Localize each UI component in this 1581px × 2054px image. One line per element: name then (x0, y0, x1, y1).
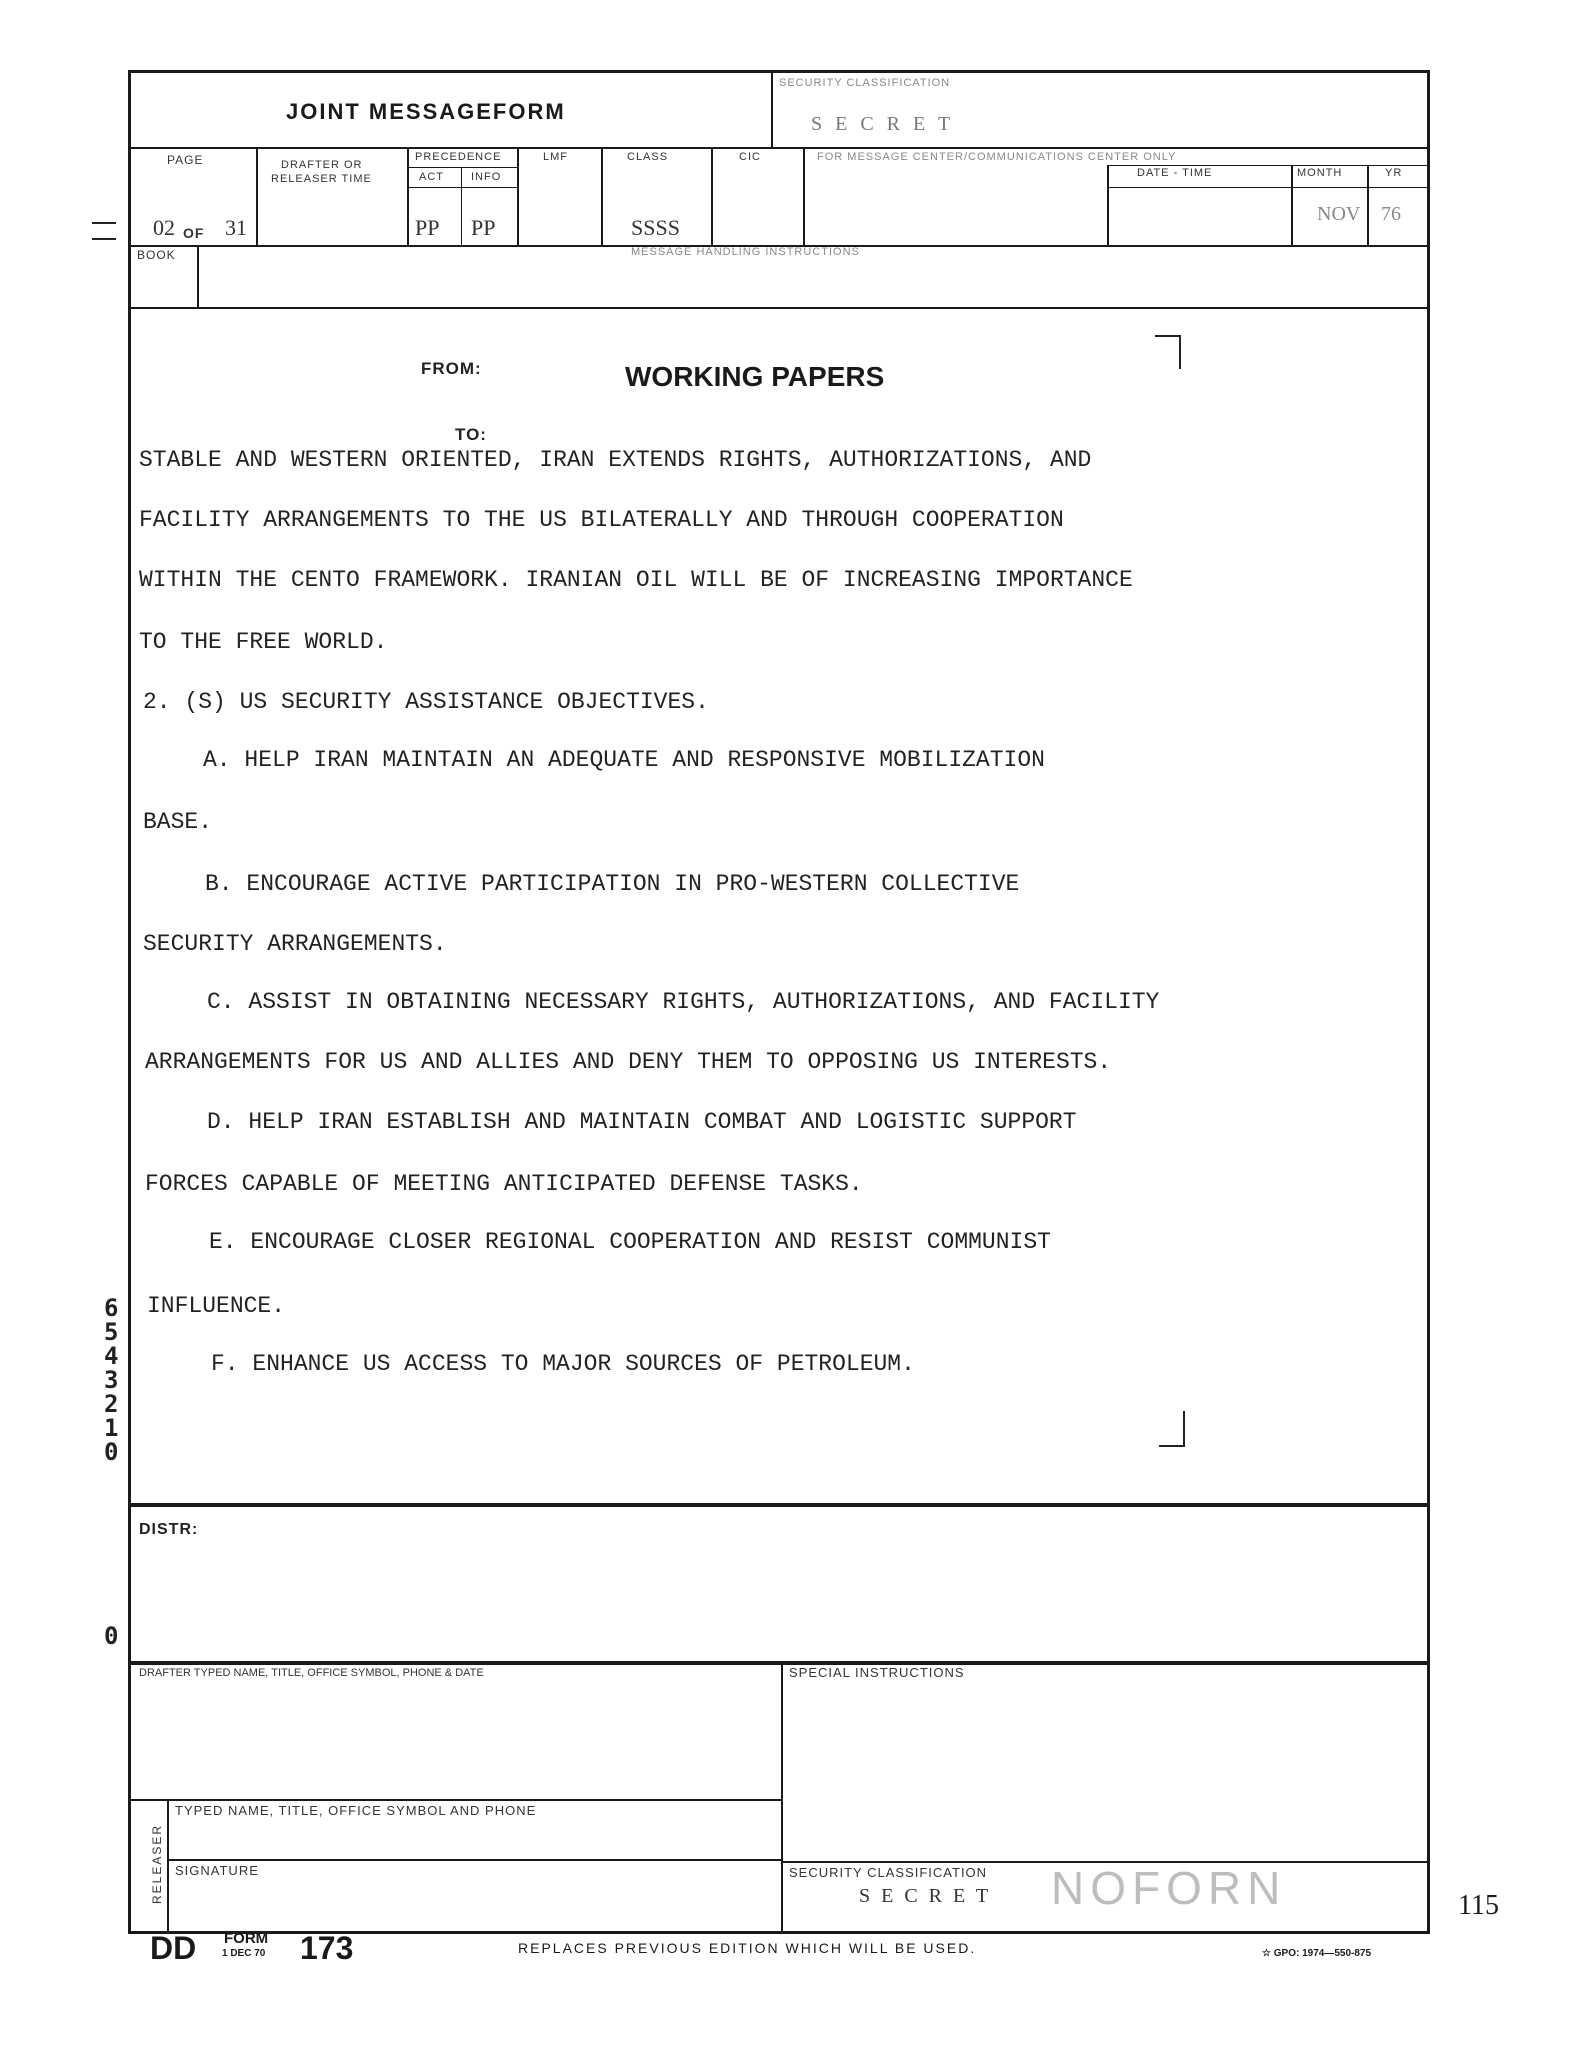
page-total: 31 (225, 215, 247, 240)
col-div-6 (803, 147, 805, 247)
margin-number: 5 (104, 1318, 119, 1346)
col-div-7 (1107, 165, 1109, 247)
message-line: INFLUENCE. (147, 1293, 286, 1319)
margin-tick-bottom (92, 238, 116, 240)
col-div-act (461, 167, 462, 247)
margin-number: 6 (104, 1294, 119, 1322)
releaser-label: RELEASER (150, 1823, 165, 1905)
distr-rule (131, 1503, 1427, 1507)
col-div-1 (256, 147, 258, 247)
col-div-2 (407, 147, 409, 247)
drafter-typed-label: DRAFTER TYPED NAME, TITLE, OFFICE SYMBOL, PHONE & DATE (139, 1667, 484, 1679)
gpo-text: ☆ GPO: 1974—550-875 (1262, 1948, 1372, 1959)
col-div-3 (517, 147, 519, 247)
header-rule (131, 147, 1427, 149)
signature-label: SIGNATURE (175, 1863, 259, 1878)
class-label: CLASS (627, 151, 669, 163)
date-time-label: DATE - TIME (1137, 167, 1213, 179)
message-line: C. ASSIST IN OBTAINING NECESSARY RIGHTS, AUTHORIZATIONS, AND FACILITY (207, 989, 1160, 1015)
precedence-label: PRECEDENCE (415, 151, 502, 163)
margin-number: 3 (104, 1366, 119, 1394)
form-title: JOINT MESSAGEFORM (286, 99, 566, 124)
message-line: FORCES CAPABLE OF MEETING ANTICIPATED DEFENSE TASKS. (145, 1171, 863, 1197)
message-line: 2. (S) US SECURITY ASSISTANCE OBJECTIVES. (143, 689, 709, 715)
special-instructions-label: SPECIAL INSTRUCTIONS (789, 1665, 965, 1680)
margin-tick-top (92, 222, 116, 224)
handling-label: MESSAGE HANDLING INSTRUCTIONS (631, 246, 860, 258)
corner-mark-bottom (1159, 1411, 1185, 1447)
col-div-8 (1291, 165, 1293, 247)
form-number: 173 (300, 1930, 354, 1966)
from-value: WORKING PAPERS (625, 361, 885, 392)
drafter-label-1: DRAFTER OR (281, 159, 363, 171)
margin-number: 1 (104, 1414, 119, 1442)
replaces-text: REPLACES PREVIOUS EDITION WHICH WILL BE USED. (518, 1940, 977, 1956)
security-classification-value: S E C R E T (811, 113, 955, 135)
col-div-5 (711, 147, 713, 247)
page-value: 02 (153, 215, 175, 240)
date-sub-rule (1107, 187, 1427, 188)
form-dd: DD (150, 1930, 197, 1966)
info-value: PP (471, 215, 496, 240)
margin-number: 0 (104, 1622, 119, 1650)
lmf-label: LMF (543, 151, 568, 163)
releaser-rule (131, 1799, 783, 1801)
col-div-4 (601, 147, 603, 247)
signature-rule (167, 1859, 783, 1861)
center-label: FOR MESSAGE CENTER/COMMUNICATIONS CENTER ONLY (817, 151, 1177, 163)
act-value: PP (415, 215, 440, 240)
typed-name-label: TYPED NAME, TITLE, OFFICE SYMBOL AND PHONE (175, 1803, 537, 1818)
header-divider (771, 73, 773, 149)
message-line: TO THE FREE WORLD. (139, 629, 388, 655)
margin-number: 4 (104, 1342, 119, 1370)
distr-label: DISTR: (139, 1521, 199, 1538)
message-line: A. HELP IRAN MAINTAIN AN ADEQUATE AND RESPONSIVE MOBILIZATION (203, 747, 1045, 773)
precedence-rule (407, 167, 517, 168)
page-number: 115 (1458, 1890, 1499, 1921)
footer-security-label: SECURITY CLASSIFICATION (789, 1865, 988, 1880)
fields-label-rule (407, 187, 517, 188)
corner-mark-top (1155, 335, 1181, 369)
center-rule (1107, 165, 1427, 166)
message-line: FACILITY ARRANGEMENTS TO THE US BILATERALLY AND THROUGH COOPERATION (139, 507, 1064, 533)
col-div-9 (1367, 165, 1369, 247)
footer-security-value: S E C R E T (859, 1885, 992, 1907)
book-rule (131, 307, 1427, 309)
joint-message-form (128, 70, 1430, 1934)
act-label: ACT (419, 171, 444, 183)
message-line: WITHIN THE CENTO FRAMEWORK. IRANIAN OIL WILL BE OF INCREASING IMPORTANCE (139, 567, 1133, 593)
margin-number: 0 (104, 1438, 119, 1466)
message-line: D. HELP IRAN ESTABLISH AND MAINTAIN COMBAT AND LOGISTIC SUPPORT (207, 1109, 1077, 1135)
yr-label: YR (1385, 167, 1403, 179)
releaser-divider (167, 1799, 169, 1931)
info-label: INFO (471, 171, 502, 183)
message-line: B. ENCOURAGE ACTIVE PARTICIPATION IN PRO-WESTERN COLLECTIVE (205, 871, 1020, 897)
page-label: PAGE (167, 153, 204, 167)
class-value: SSSS (631, 215, 680, 240)
to-label: TO: (455, 425, 487, 444)
bottom-divider (781, 1663, 783, 1933)
message-line: STABLE AND WESTERN ORIENTED, IRAN EXTENDS RIGHTS, AUTHORIZATIONS, AND (139, 447, 1092, 473)
from-label: FROM: (421, 359, 482, 378)
cic-label: CIC (739, 151, 761, 163)
book-label: BOOK (137, 248, 176, 262)
message-line: E. ENCOURAGE CLOSER REGIONAL COOPERATION AND RESIST COMMUNIST (209, 1229, 1051, 1255)
bottom-rule (131, 1661, 1427, 1665)
month-label: MONTH (1297, 167, 1343, 179)
month-value: NOV (1317, 203, 1361, 225)
form-word: FORM (224, 1930, 269, 1947)
message-line: BASE. (143, 809, 213, 835)
message-line: F. ENHANCE US ACCESS TO MAJOR SOURCES OF PETROLEUM. (211, 1351, 915, 1377)
yr-value: 76 (1381, 203, 1401, 225)
message-line: SECURITY ARRANGEMENTS. (143, 931, 447, 957)
page-of: OF (183, 225, 205, 241)
noforn-stamp: NOFORN (1051, 1862, 1287, 1914)
security-classification-label: SECURITY CLASSIFICATION (779, 77, 951, 89)
form-date: 1 DEC 70 (222, 1948, 266, 1959)
drafter-label-2: RELEASER TIME (271, 173, 372, 185)
message-line: ARRANGEMENTS FOR US AND ALLIES AND DENY THEM TO OPPOSING US INTERESTS. (145, 1049, 1112, 1075)
margin-number: 2 (104, 1390, 119, 1418)
book-div (197, 245, 199, 309)
